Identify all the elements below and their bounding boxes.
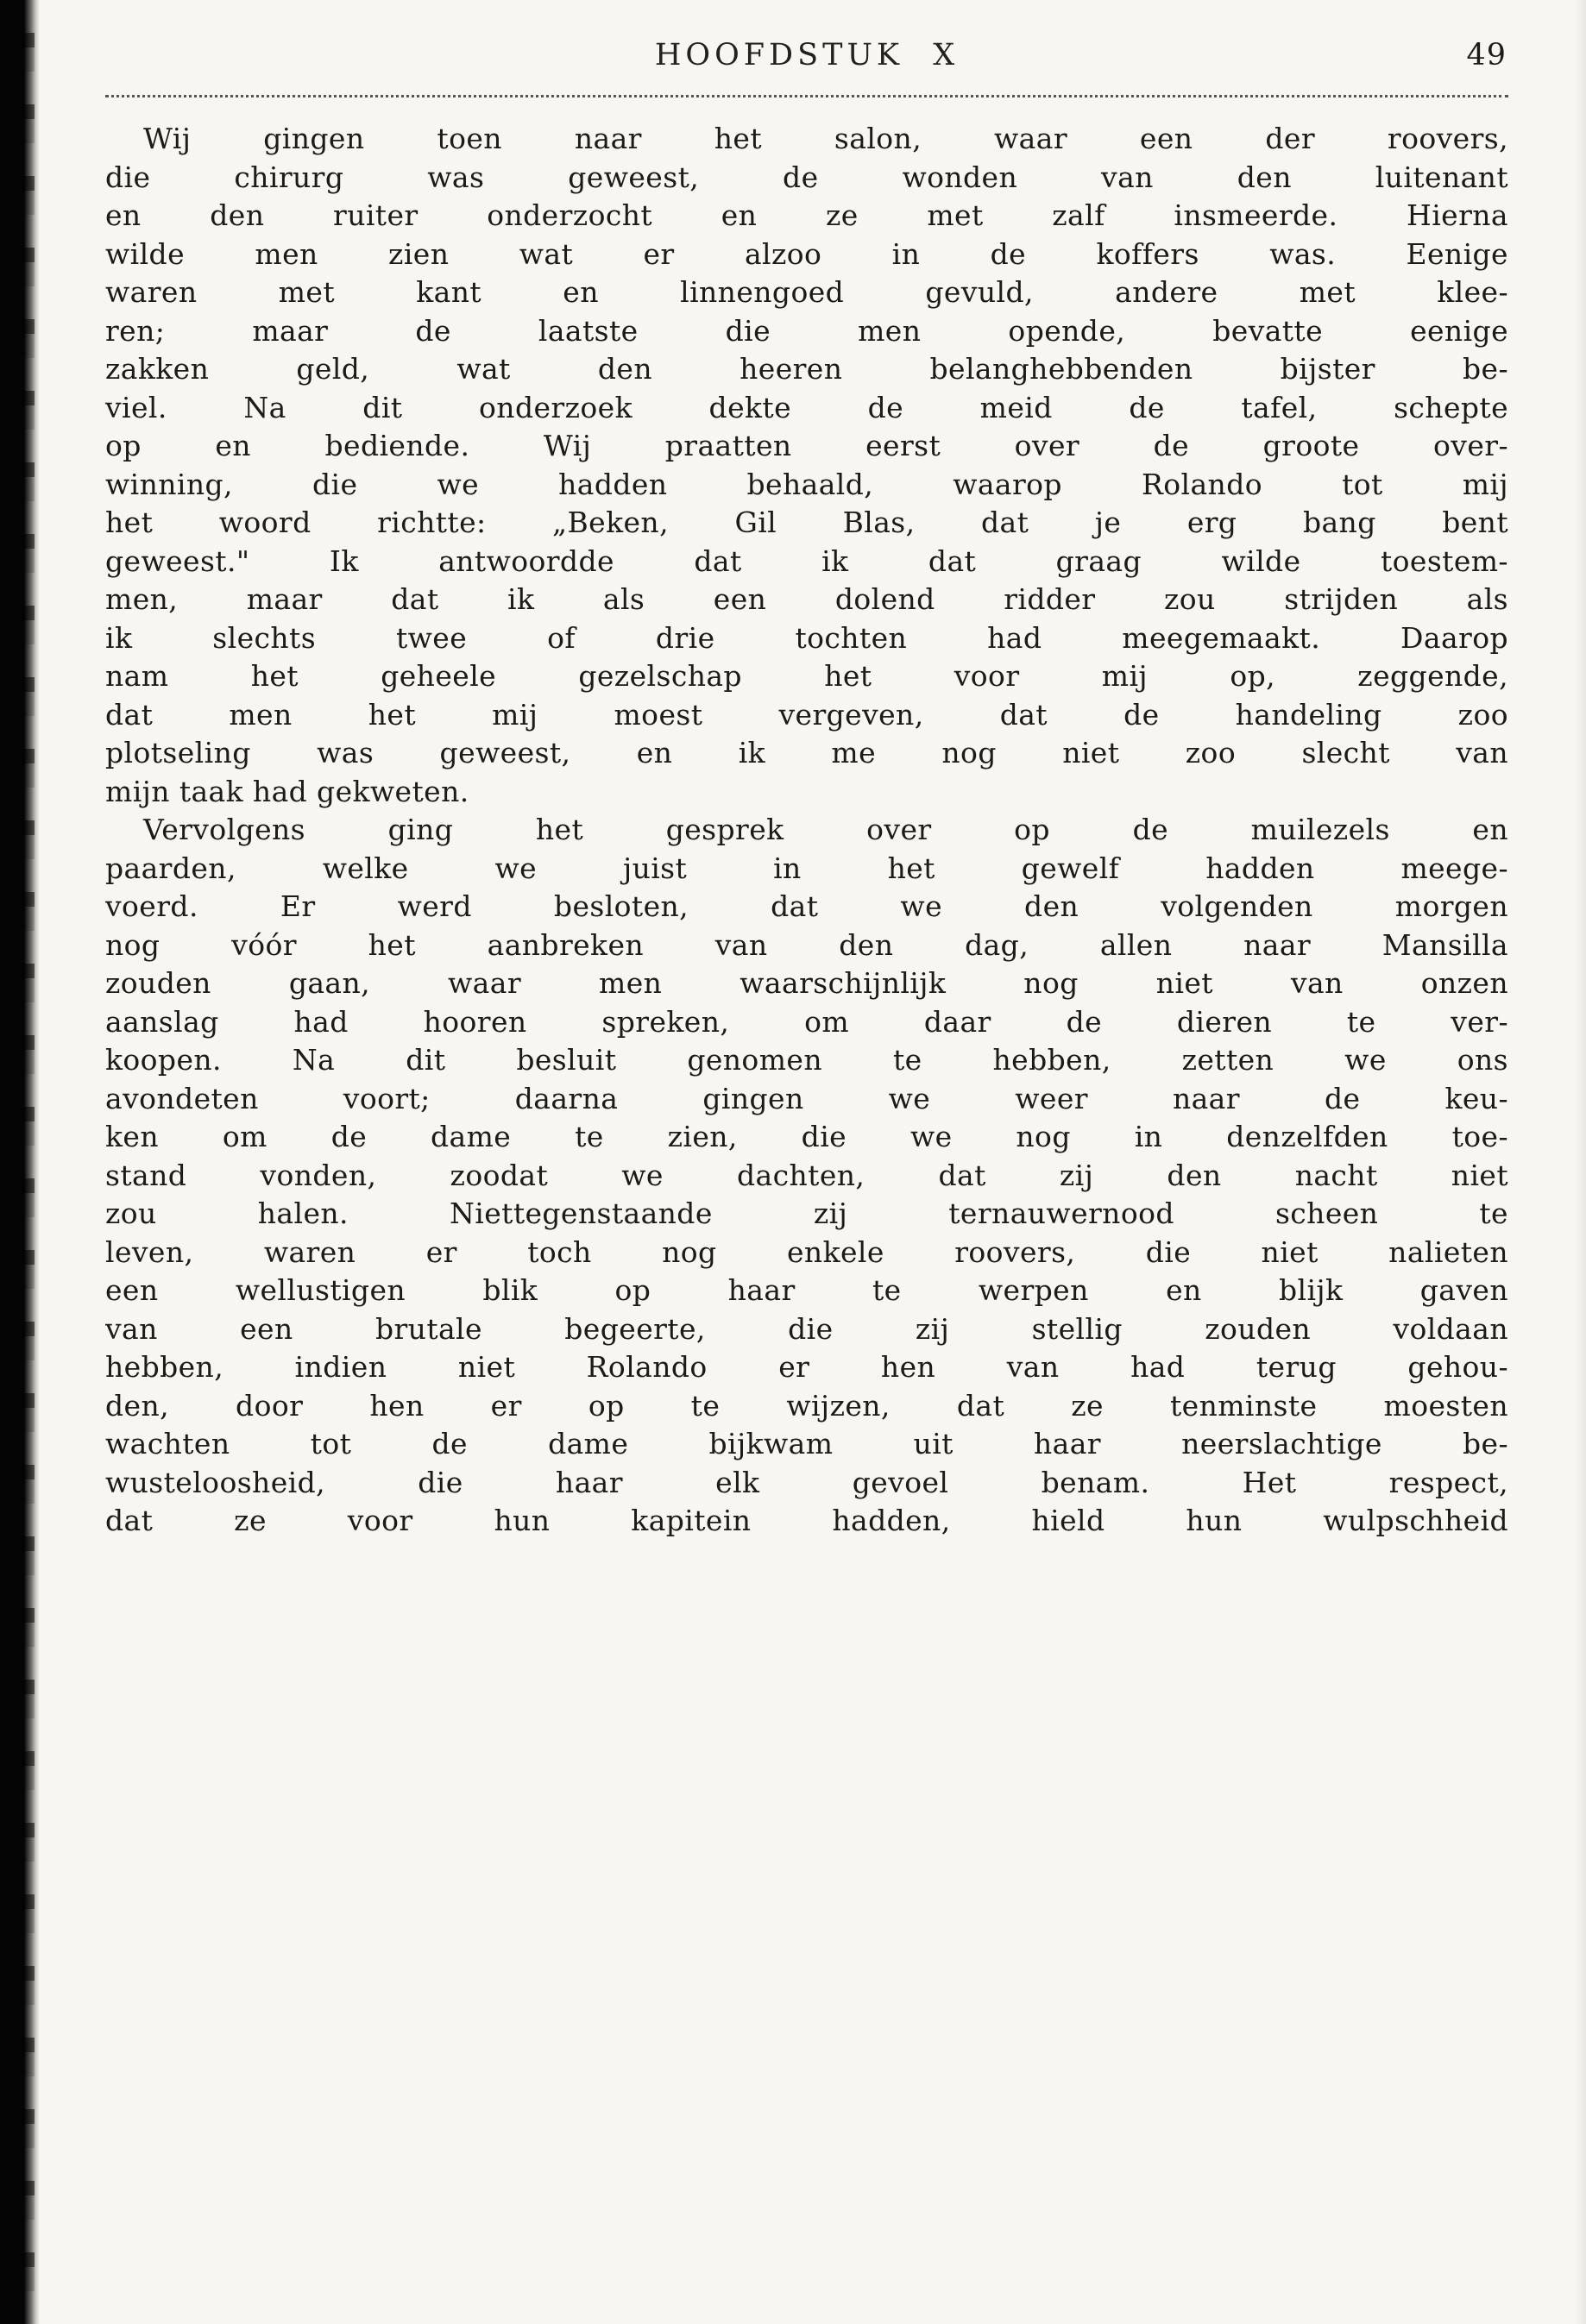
- text-line: hebben, indien niet Rolando er hen van had terug gehou-: [105, 1350, 1508, 1384]
- page-number: 49: [1466, 38, 1507, 72]
- text-line: plotseling was geweest, en ik me nog niet zoo slecht van: [105, 736, 1508, 769]
- text-line: paarden, welke we juist in het gewelf hadden meege-: [105, 851, 1508, 885]
- text-line: geweest." Ik antwoordde dat ik dat graag wilde toestem-: [105, 543, 1508, 578]
- text-line: zouden gaan, waar men waarschijnlijk nog niet van onzen: [105, 966, 1508, 1000]
- text-line: men, maar dat ik als een dolend ridder zou strijden als: [105, 582, 1508, 616]
- text-line: zou halen. Niettegenstaande zij ternauwernood scheen te: [105, 1197, 1508, 1230]
- text-line: wilde men zien wat er alzoo in de koffers was. Eenige: [105, 236, 1508, 271]
- text-line: een wellustigen blik op haar te werpen en blijk gaven: [105, 1273, 1508, 1307]
- text-line: dat men het mij moest vergeven, dat de handeling zoo: [105, 697, 1508, 732]
- text-line: Vervolgens ging het gesprek over op de muilezels en: [143, 813, 1508, 846]
- scan-right-edge: [1574, 0, 1586, 2324]
- dotted-rule: [105, 95, 1508, 97]
- text-line: nam het geheele gezelschap het voor mij op, zeggende,: [105, 659, 1508, 693]
- scan-binding-strip: [0, 0, 40, 2324]
- chapter-title: HOOFDSTUK X: [654, 38, 960, 72]
- page-header: [105, 38, 1508, 81]
- text-line: voerd. Er werd besloten, dat we den volgenden morgen: [105, 889, 1508, 923]
- text-line: op en bediende. Wij praatten eerst over de groote over-: [105, 429, 1508, 462]
- text-line: het woord richtte: „Beken, Gil Blas, dat je erg bang bent: [105, 506, 1508, 539]
- text-line: avondeten voort; daarna gingen we weer naar de keu-: [105, 1081, 1508, 1115]
- text-line: winning, die we hadden behaald, waarop Rolando tot mij: [105, 467, 1508, 501]
- text-line: koopen. Na dit besluit genomen te hebben, zetten we ons: [105, 1043, 1508, 1077]
- page-content: [105, 38, 1508, 1541]
- text-line: dat ze voor hun kapitein hadden, hield hun wulpschheid: [105, 1504, 1508, 1537]
- text-line: aanslag had hooren spreken, om daar de dieren te ver-: [105, 1004, 1508, 1039]
- text-line: mijn taak had gekweten.: [105, 774, 469, 808]
- text-line: wachten tot de dame bijkwam uit haar neerslachtige be-: [105, 1427, 1508, 1460]
- text-line: en den ruiter onderzocht en ze met zalf insmeerde. Hierna: [105, 198, 1508, 232]
- text-line: ken om de dame te zien, die we nog in denzelfden toe-: [105, 1120, 1508, 1153]
- text-line: ren; maar de laatste die men opende, bevatte eenige: [105, 313, 1508, 348]
- text-line: den, door hen er op te wijzen, dat ze tenminste moesten: [105, 1388, 1508, 1423]
- text-line: wusteloosheid, die haar elk gevoel benam. Het respect,: [105, 1465, 1508, 1499]
- body-text: [105, 120, 1508, 1541]
- text-line: ik slechts twee of drie tochten had meegemaakt. Daarop: [105, 620, 1508, 655]
- text-line: die chirurg was geweest, de wonden van den luitenant: [105, 160, 1508, 194]
- text-line: leven, waren er toch nog enkele roovers, die niet nalieten: [105, 1234, 1508, 1269]
- text-line: zakken geld, wat den heeren belanghebbenden bijster be-: [105, 352, 1508, 386]
- text-line: waren met kant en linnengoed gevuld, andere met klee-: [105, 275, 1508, 309]
- text-line: nog vóór het aanbreken van den dag, allen naar Mansilla: [105, 927, 1508, 962]
- text-line: viel. Na dit onderzoek dekte de meid de tafel, schepte: [105, 390, 1508, 424]
- text-line: Wij gingen toen naar het salon, waar een der roovers,: [143, 122, 1508, 155]
- text-line: van een brutale begeerte, die zij stellig zouden voldaan: [105, 1311, 1508, 1346]
- text-line: stand vonden, zoodat we dachten, dat zij den nacht niet: [105, 1158, 1508, 1192]
